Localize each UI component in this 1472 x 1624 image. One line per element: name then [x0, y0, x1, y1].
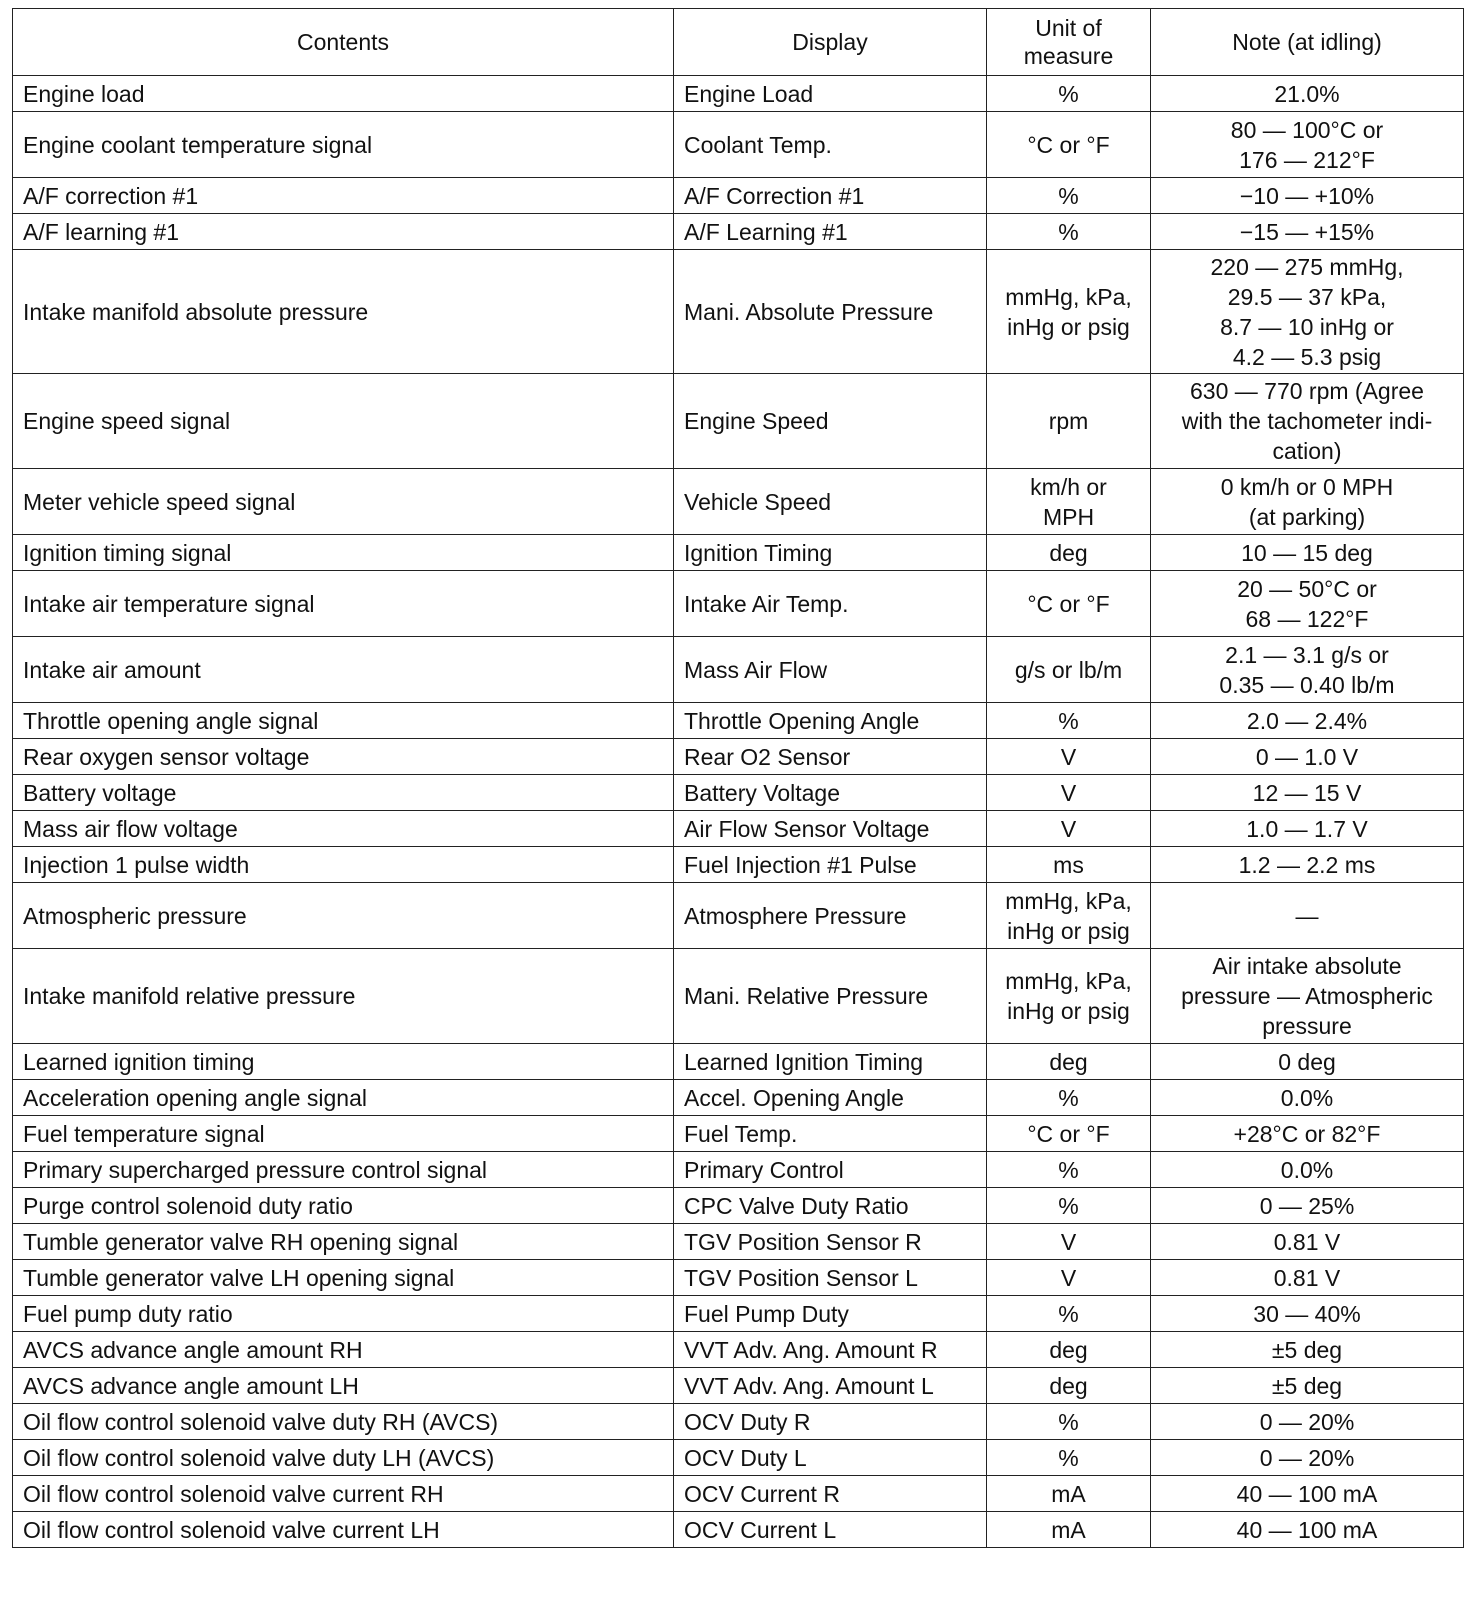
table-row [13, 1260, 1464, 1296]
cell-contents: Primary supercharged pressure control signal [13, 1152, 674, 1188]
cell-contents: AVCS advance angle amount LH [13, 1368, 674, 1404]
cell-note: ±5 deg [1151, 1368, 1464, 1404]
cell-display: Learned Ignition Timing [674, 1044, 987, 1080]
cell-note: 0 — 1.0 V [1151, 739, 1464, 775]
cell-contents: Intake manifold absolute pressure [13, 250, 674, 374]
table-row [13, 178, 1464, 214]
cell-note: 40 — 100 mA [1151, 1512, 1464, 1548]
table-row [13, 1152, 1464, 1188]
table-row [13, 469, 1464, 535]
cell-contents: Oil flow control solenoid valve current RH [13, 1476, 674, 1512]
cell-note: 2.0 — 2.4% [1151, 703, 1464, 739]
cell-display: Coolant Temp. [674, 112, 987, 178]
cell-display: Mass Air Flow [674, 637, 987, 703]
table-row [13, 703, 1464, 739]
cell-note: 0 deg [1151, 1044, 1464, 1080]
cell-display: OCV Duty L [674, 1440, 987, 1476]
cell-unit: mmHg, kPa, inHg or psig [987, 949, 1151, 1044]
cell-display: Fuel Pump Duty [674, 1296, 987, 1332]
table-row [13, 1116, 1464, 1152]
header-row [13, 9, 1464, 76]
cell-contents: Oil flow control solenoid valve duty LH (AVCS) [13, 1440, 674, 1476]
cell-display: CPC Valve Duty Ratio [674, 1188, 987, 1224]
cell-contents: Intake air amount [13, 637, 674, 703]
cell-unit: °C or °F [987, 1116, 1151, 1152]
table-row [13, 1476, 1464, 1512]
table-row [13, 1296, 1464, 1332]
cell-unit: V [987, 1260, 1151, 1296]
cell-unit: deg [987, 1332, 1151, 1368]
cell-note: 10 — 15 deg [1151, 535, 1464, 571]
cell-contents: Intake air temperature signal [13, 571, 674, 637]
cell-unit: % [987, 178, 1151, 214]
cell-unit: V [987, 739, 1151, 775]
header-contents: Contents [13, 9, 674, 76]
cell-contents: Throttle opening angle signal [13, 703, 674, 739]
cell-contents: Injection 1 pulse width [13, 847, 674, 883]
header-display: Display [674, 9, 987, 76]
cell-display: Air Flow Sensor Voltage [674, 811, 987, 847]
cell-unit: ms [987, 847, 1151, 883]
cell-contents: Oil flow control solenoid valve current LH [13, 1512, 674, 1548]
table-row [13, 374, 1464, 469]
cell-unit: % [987, 76, 1151, 112]
cell-note: +28°C or 82°F [1151, 1116, 1464, 1152]
cell-unit: rpm [987, 374, 1151, 469]
cell-unit: % [987, 214, 1151, 250]
cell-note: 20 — 50°C or 68 — 122°F [1151, 571, 1464, 637]
cell-contents: Fuel temperature signal [13, 1116, 674, 1152]
cell-unit: V [987, 775, 1151, 811]
cell-unit: mmHg, kPa, inHg or psig [987, 250, 1151, 374]
cell-display: Battery Voltage [674, 775, 987, 811]
cell-contents: Tumble generator valve LH opening signal [13, 1260, 674, 1296]
table-row [13, 811, 1464, 847]
cell-unit: mA [987, 1476, 1151, 1512]
cell-display: Atmosphere Pressure [674, 883, 987, 949]
cell-contents: Atmospheric pressure [13, 883, 674, 949]
cell-contents: Acceleration opening angle signal [13, 1080, 674, 1116]
cell-contents: A/F correction #1 [13, 178, 674, 214]
cell-unit: °C or °F [987, 571, 1151, 637]
cell-contents: Ignition timing signal [13, 535, 674, 571]
cell-display: A/F Correction #1 [674, 178, 987, 214]
cell-note: — [1151, 883, 1464, 949]
cell-unit: deg [987, 535, 1151, 571]
table-row [13, 1044, 1464, 1080]
cell-contents: Rear oxygen sensor voltage [13, 739, 674, 775]
cell-note: 1.2 — 2.2 ms [1151, 847, 1464, 883]
cell-display: Fuel Injection #1 Pulse [674, 847, 987, 883]
cell-contents: Purge control solenoid duty ratio [13, 1188, 674, 1224]
cell-note: 0 — 25% [1151, 1188, 1464, 1224]
cell-note: Air intake absolute pressure — Atmospheric pressure [1151, 949, 1464, 1044]
cell-note: 0.81 V [1151, 1224, 1464, 1260]
cell-note: 12 — 15 V [1151, 775, 1464, 811]
cell-unit: % [987, 1080, 1151, 1116]
cell-display: Engine Speed [674, 374, 987, 469]
cell-contents: Fuel pump duty ratio [13, 1296, 674, 1332]
table-row [13, 1332, 1464, 1368]
cell-display: Ignition Timing [674, 535, 987, 571]
cell-display: Mani. Absolute Pressure [674, 250, 987, 374]
cell-note: ±5 deg [1151, 1332, 1464, 1368]
cell-display: Rear O2 Sensor [674, 739, 987, 775]
cell-unit: % [987, 1440, 1151, 1476]
table-row [13, 1512, 1464, 1548]
cell-note: −15 — +15% [1151, 214, 1464, 250]
cell-display: Fuel Temp. [674, 1116, 987, 1152]
cell-display: Intake Air Temp. [674, 571, 987, 637]
cell-note: 80 — 100°C or 176 — 212°F [1151, 112, 1464, 178]
cell-display: OCV Duty R [674, 1404, 987, 1440]
cell-note: 220 — 275 mmHg, 29.5 — 37 kPa, 8.7 — 10 inHg or 4.2 — 5.3 psig [1151, 250, 1464, 374]
cell-display: TGV Position Sensor R [674, 1224, 987, 1260]
cell-unit: g/s or lb/m [987, 637, 1151, 703]
cell-note: −10 — +10% [1151, 178, 1464, 214]
cell-display: Accel. Opening Angle [674, 1080, 987, 1116]
cell-unit: % [987, 1404, 1151, 1440]
table-row [13, 1440, 1464, 1476]
cell-unit: % [987, 1188, 1151, 1224]
cell-contents: Learned ignition timing [13, 1044, 674, 1080]
cell-note: 2.1 — 3.1 g/s or 0.35 — 0.40 lb/m [1151, 637, 1464, 703]
cell-note: 630 — 770 rpm (Agree with the tachometer indi- cation) [1151, 374, 1464, 469]
cell-note: 0 — 20% [1151, 1404, 1464, 1440]
table-row [13, 637, 1464, 703]
cell-unit: km/h or MPH [987, 469, 1151, 535]
cell-unit: deg [987, 1044, 1151, 1080]
table-row [13, 883, 1464, 949]
cell-note: 0 — 20% [1151, 1440, 1464, 1476]
table-row [13, 250, 1464, 374]
table-row [13, 112, 1464, 178]
table-row [13, 1080, 1464, 1116]
table-row [13, 1188, 1464, 1224]
cell-display: OCV Current L [674, 1512, 987, 1548]
cell-contents: Engine load [13, 76, 674, 112]
cell-display: VVT Adv. Ang. Amount R [674, 1332, 987, 1368]
cell-unit: % [987, 703, 1151, 739]
table-row [13, 775, 1464, 811]
table-row [13, 1224, 1464, 1260]
cell-unit: % [987, 1296, 1151, 1332]
cell-unit: °C or °F [987, 112, 1151, 178]
cell-display: TGV Position Sensor L [674, 1260, 987, 1296]
cell-display: VVT Adv. Ang. Amount L [674, 1368, 987, 1404]
cell-display: Primary Control [674, 1152, 987, 1188]
cell-contents: Engine speed signal [13, 374, 674, 469]
table-body [13, 76, 1464, 1548]
table-row [13, 76, 1464, 112]
cell-unit: V [987, 1224, 1151, 1260]
table-row [13, 1404, 1464, 1440]
cell-display: OCV Current R [674, 1476, 987, 1512]
cell-display: Mani. Relative Pressure [674, 949, 987, 1044]
cell-display: Vehicle Speed [674, 469, 987, 535]
cell-note: 0.0% [1151, 1080, 1464, 1116]
cell-display: Engine Load [674, 76, 987, 112]
cell-contents: Intake manifold relative pressure [13, 949, 674, 1044]
cell-contents: AVCS advance angle amount RH [13, 1332, 674, 1368]
cell-display: Throttle Opening Angle [674, 703, 987, 739]
cell-unit: mmHg, kPa, inHg or psig [987, 883, 1151, 949]
cell-unit: deg [987, 1368, 1151, 1404]
table-row [13, 949, 1464, 1044]
cell-unit: % [987, 1152, 1151, 1188]
cell-note: 30 — 40% [1151, 1296, 1464, 1332]
cell-unit: mA [987, 1512, 1151, 1548]
cell-contents: Tumble generator valve RH opening signal [13, 1224, 674, 1260]
cell-note: 0 km/h or 0 MPH (at parking) [1151, 469, 1464, 535]
table-row [13, 535, 1464, 571]
cell-note: 1.0 — 1.7 V [1151, 811, 1464, 847]
cell-contents: A/F learning #1 [13, 214, 674, 250]
table-row [13, 739, 1464, 775]
cell-unit: V [987, 811, 1151, 847]
table-row [13, 1368, 1464, 1404]
table-row [13, 571, 1464, 637]
cell-note: 0.81 V [1151, 1260, 1464, 1296]
spec-table [12, 8, 1464, 1548]
cell-contents: Meter vehicle speed signal [13, 469, 674, 535]
cell-display: A/F Learning #1 [674, 214, 987, 250]
cell-contents: Battery voltage [13, 775, 674, 811]
cell-note: 21.0% [1151, 76, 1464, 112]
header-unit: Unit of measure [987, 9, 1151, 76]
cell-contents: Mass air flow voltage [13, 811, 674, 847]
table-header [13, 9, 1464, 76]
header-note: Note (at idling) [1151, 9, 1464, 76]
table-row [13, 847, 1464, 883]
cell-note: 40 — 100 mA [1151, 1476, 1464, 1512]
table-row [13, 214, 1464, 250]
cell-contents: Engine coolant temperature signal [13, 112, 674, 178]
cell-note: 0.0% [1151, 1152, 1464, 1188]
cell-contents: Oil flow control solenoid valve duty RH (AVCS) [13, 1404, 674, 1440]
